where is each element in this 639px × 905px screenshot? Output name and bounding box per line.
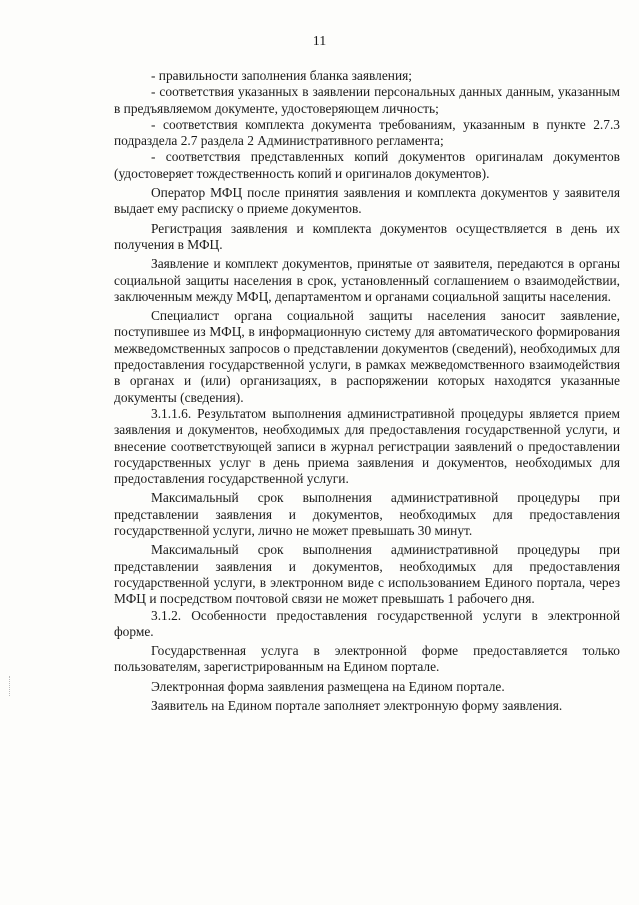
paragraph: Максимальный срок выполнения административной процедуры при представлении заявления и документов, необходимых для предоставления государственной услуги, в электронном виде с использованием Единого портала, через МФЦ и посредством почтовой связи не может превышать 1 рабочего дня. <box>114 542 620 607</box>
paragraph: Заявитель на Едином портале заполняет электронную форму заявления. <box>151 697 563 713</box>
page-number: 11 <box>312 34 327 49</box>
paragraph: 3.1.1.6. Результатом выполнения административной процедуры является прием заявления и документов, необходимых для предоставления государственной услуги, и внесение соответствующей записи в журнал регистрации заявлений о предоставлении государственных услуг в день приема заявления и документов, необходимых для предоставления государственной услуги. <box>114 405 620 487</box>
paragraph: Государственная услуга в электронной форме предоставляется только пользователям, зарегистрированным на Едином портале. <box>114 643 620 675</box>
paragraph: - соответствия представленных копий документов оригиналам документов (удостоверяет тождественность копий и оригиналов документов). <box>114 149 620 181</box>
paragraph: Электронная форма заявления размещена на Едином портале. <box>151 678 505 694</box>
paragraph: 3.1.2. Особенности предоставления государственной услуги в электронной форме. <box>114 607 620 639</box>
paragraph: - соответствия указанных в заявлении персональных данных данным, указанным в предъявляемом документе, удостоверяющем личность; <box>114 84 620 116</box>
paragraph: - правильности заполнения бланка заявления; <box>151 68 413 83</box>
paragraph: Специалист органа социальной защиты населения заносит заявление, поступившее из МФЦ, в информационную систему для автоматического формирования межведомственных запросов о представлении документов (сведений), необходимых для предоставления государственной услуги, в рамках межведомственного взаимодействия в органах и (или) организациях, в распоряжении которых находятся указанные документы (сведения). <box>114 308 620 405</box>
paragraph: Заявление и комплект документов, принятые от заявителя, передаются в органы социальной защиты населения в срок, установленный соглашением о взаимодействии, заключенным между МФЦ, департаментом и органами социальной защиты населения. <box>114 256 620 304</box>
paragraph: Оператор МФЦ после принятия заявления и комплекта документов у заявителя выдает ему расписку о приеме документов. <box>114 185 620 217</box>
scan-margin-mark <box>9 676 12 696</box>
paragraph: Регистрация заявления и комплекта документов осуществляется в день их получения в МФЦ. <box>114 220 620 252</box>
paragraph: - соответствия комплекта документа требованиям, указанным в пункте 2.7.3 подраздела 2.7 раздела 2 Административного регламента; <box>114 116 620 149</box>
paragraph: Максимальный срок выполнения административной процедуры при представлении заявления и документов, необходимых для предоставления государственной услуги, лично не может превышать 30 минут. <box>114 490 620 539</box>
document-body <box>114 68 620 714</box>
